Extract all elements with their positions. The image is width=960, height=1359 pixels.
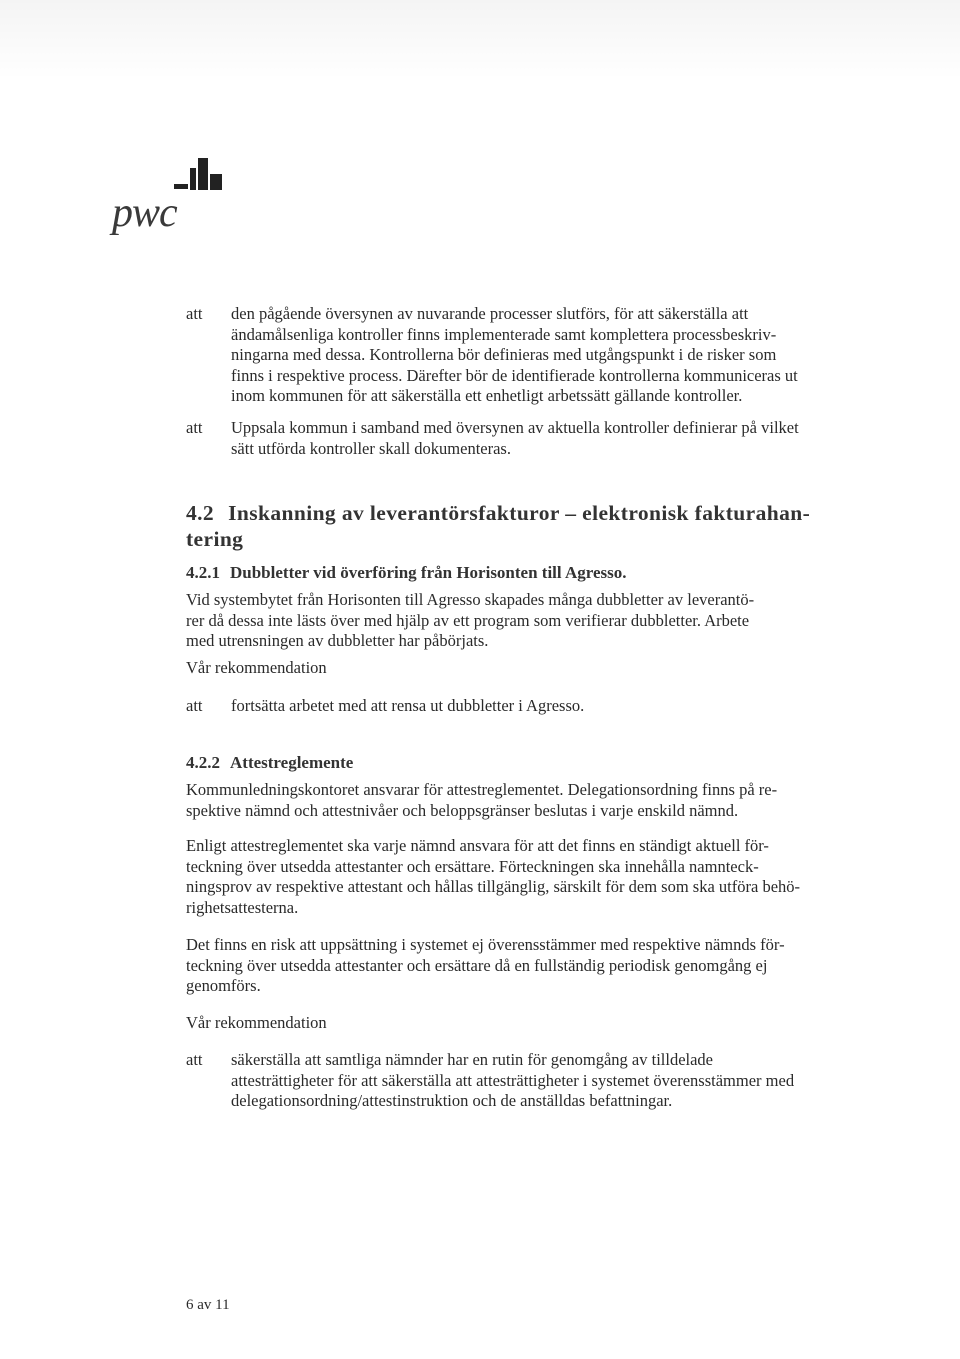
text-line: spektive nämnd och attestnivåer och beloppsgränser beslutas i varje enskild nämnd. [186,800,739,820]
text-line: finns i respektive process. Därefter bör de identifierade kontrollerna kommuniceras ut [231,365,798,385]
text-line: Kommunledningskontoret ansvarar för attestreglementet. Delegationsordning finns på re- [186,780,778,799]
text-line: ningsprov av respektive attestant och hållas tillgänglig, särskilt för dem som ska utföra behö- [186,877,801,896]
text-line: delegationsordning/attestinstruktion och de anställdas befattningar. [231,1091,673,1110]
subsection-heading-4-2-1 [186,562,886,583]
scan-shading [0,0,960,80]
pwc-logo-marks [174,154,226,198]
recommendation-heading: Vår rekommendation [186,1013,327,1032]
section-heading-4-2 [186,500,886,552]
pwc-logo-text: pwc [112,190,177,236]
text-line: sätt utförda kontroller skall dokumenteras. [231,438,511,458]
subsection-number: 4.2.1 [186,563,220,582]
paragraph [186,590,876,652]
paragraph [186,836,876,918]
text-line: genomförs. [186,976,261,995]
section-title-cont: tering [186,527,244,551]
section-number: 4.2 [186,501,215,525]
subsection-number: 4.2.2 [186,753,220,772]
bullet-label: att [186,304,203,323]
recommendation-text: fortsätta arbetet med att rensa ut dubbletter i Agresso. [231,696,585,715]
subsection-heading-4-2-2 [186,752,886,773]
text-line: rer då dessa inte lästs över med hjälp av ett program som verifierar dubbletter. Arbete [186,610,750,630]
subsection-title: Attestreglemente [230,753,354,772]
text-line: Vid systembytet från Horisonten till Agresso skapades många dubbletter av leverantö- [186,590,755,609]
paragraph [186,935,876,997]
text-line: righetsattesterna. [186,897,299,917]
recommendation-label: att [186,696,203,715]
text-line: säkerställa att samtliga nämnder har en rutin för genomgång av tilldelade [231,1050,713,1069]
bullet-label: att [186,418,203,437]
text-line: Det finns en risk att uppsättning i systemet ej överensstämmer med respektive nämnds för- [186,935,785,954]
paragraph [186,780,876,821]
text-line: ningarna med dessa. Kontrollerna bör definieras med utgångspunkt i de risker som [231,345,777,364]
text-line: med utrensningen av dubbletter har påbörjats. [186,631,489,650]
bullet-text [231,304,891,407]
pwc-logo [112,154,222,234]
text-line: den pågående översynen av nuvarande processer slutförs, för att säkerställa att [231,304,749,323]
page-number: 6 av 11 [186,1297,230,1313]
recommendation-text [231,1050,891,1112]
text-line: teckning över utsedda attestanter och ersättare. Förteckningen ska innehålla namnteck- [186,856,759,876]
section-title: Inskanning av leverantörsfakturor – elektronisk fakturahan- [228,501,811,525]
bullet-text [231,418,891,459]
text-line: inom kommunen för att säkerställa ett enhetligt arbetssätt gällande kontroller. [231,386,743,405]
text-line: Enligt attestreglementet ska varje nämnd ansvara för att det finns en ständigt aktuell för- [186,836,769,855]
subsection-title: Dubbletter vid överföring från Horisonten till Agresso. [230,563,627,582]
recommendation-label: att [186,1050,203,1069]
recommendation-heading: Vår rekommendation [186,658,327,677]
text-line: Uppsala kommun i samband med översynen av aktuella kontroller definierar på vilket [231,418,799,437]
text-line: teckning över utsedda attestanter och ersättare då en fullständig periodisk genomgång ej [186,955,768,975]
text-line: ändamålsenliga kontroller finns implementerade samt komplettera processbeskriv- [231,324,777,344]
text-line: attesträttigheter för att säkerställa att attesträttigheter i systemet överensstämmer med [231,1070,795,1090]
